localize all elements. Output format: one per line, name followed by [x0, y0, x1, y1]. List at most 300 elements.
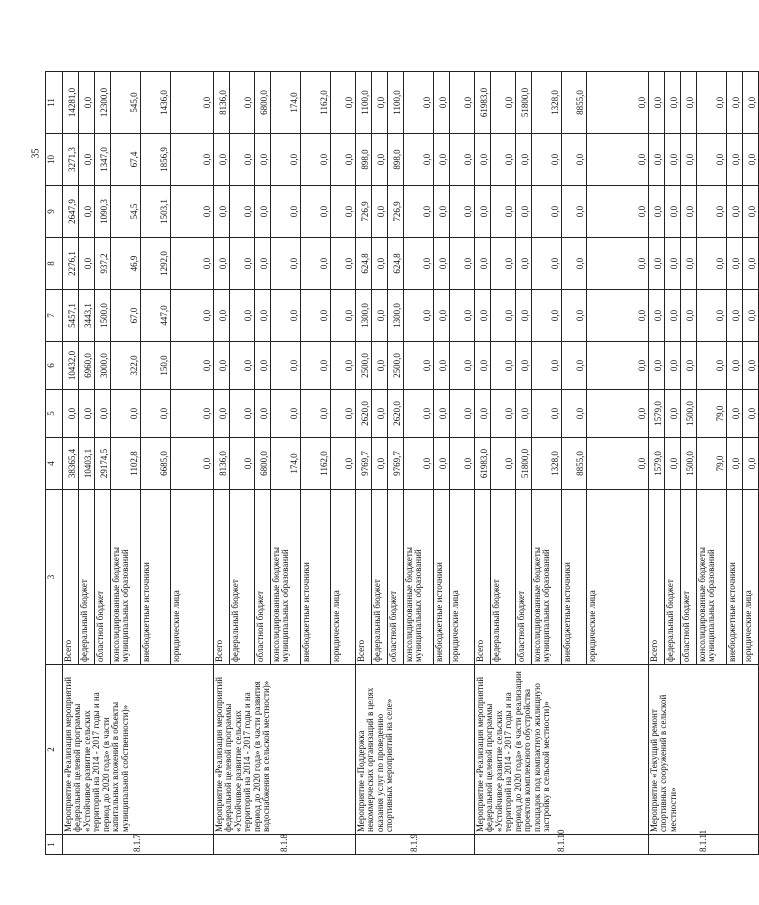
amount-cell: 1162,0: [301, 438, 331, 490]
amount-cell: 0,0: [475, 134, 491, 186]
table-row: [356, 72, 372, 855]
funding-source: юридические лица: [171, 490, 214, 665]
amount-cell: 0,0: [171, 186, 214, 238]
amount-cell: 0,0: [562, 342, 587, 390]
funding-source: Всего: [63, 490, 79, 665]
amount-cell: 0,0: [665, 438, 681, 490]
funding-source: юридические лица: [331, 490, 356, 665]
amount-cell: 0,0: [214, 342, 230, 390]
amount-cell: 0,0: [230, 342, 255, 390]
amount-cell: 0,0: [516, 134, 532, 186]
amount-cell: 0,0: [491, 134, 516, 186]
amount-cell: 0,0: [587, 342, 649, 390]
amount-cell: 0,0: [255, 134, 271, 186]
amount-cell: 1500,0: [681, 390, 697, 438]
amount-cell: 0,0: [255, 186, 271, 238]
amount-cell: 0,0: [255, 238, 271, 290]
column-header: 4: [46, 438, 63, 490]
amount-cell: 545,0: [111, 72, 141, 134]
amount-cell: 0,0: [331, 438, 356, 490]
amount-cell: 0,0: [331, 342, 356, 390]
amount-cell: 0,0: [79, 186, 95, 238]
column-header: 5: [46, 390, 63, 438]
measure-title: Мероприятие «Реализация мероприятий федеральной целевой программы «Устойчивое развитие сельских территорий на 2014 - 2017 годы и на период до 2020 года» (в части капитальных вложений в объекты муниципальной собственности)»: [63, 665, 214, 835]
funding-source: федеральный бюджет: [79, 490, 95, 665]
measure-code: 8.1.10: [475, 835, 649, 855]
amount-cell: 0,0: [111, 390, 141, 438]
amount-cell: 0,0: [532, 390, 562, 438]
amount-cell: 0,0: [372, 342, 388, 390]
amount-cell: 0,0: [301, 390, 331, 438]
amount-cell: 0,0: [727, 290, 743, 342]
amount-cell: 0,0: [743, 438, 759, 490]
amount-cell: 0,0: [587, 238, 649, 290]
amount-cell: 6800,0: [255, 438, 271, 490]
amount-cell: 0,0: [171, 390, 214, 438]
amount-cell: 61983,0: [475, 72, 491, 134]
funding-source: юридические лица: [743, 490, 759, 665]
amount-cell: 2276,1: [63, 238, 79, 290]
funding-source: областной бюджет: [388, 490, 404, 665]
measure-title: Мероприятие «Реализация мероприятий федеральной целевой программы «Устойчивое развитие сельских территорий на 2014 - 2017 годы и на период до 2020 года» (в части реализации проектов комплексного обустройства площадок под компактную жилищную застройку в сельской местности)»: [475, 665, 649, 835]
amount-cell: 0,0: [516, 238, 532, 290]
amount-cell: 0,0: [450, 238, 475, 290]
amount-cell: 0,0: [372, 186, 388, 238]
table-row: [649, 72, 665, 855]
measure-title: Мероприятие «Текущий ремонт спортивных сооружений в сельской местности»: [649, 665, 759, 835]
amount-cell: 0,0: [255, 342, 271, 390]
amount-cell: 8136,0: [214, 438, 230, 490]
amount-cell: 726,9: [388, 186, 404, 238]
amount-cell: 0,0: [649, 342, 665, 390]
amount-cell: 0,0: [491, 186, 516, 238]
amount-cell: 0,0: [697, 134, 727, 186]
amount-cell: 1856,9: [141, 134, 171, 186]
amount-cell: 0,0: [743, 342, 759, 390]
amount-cell: 0,0: [171, 238, 214, 290]
amount-cell: 0,0: [743, 390, 759, 438]
amount-cell: 0,0: [587, 72, 649, 134]
amount-cell: 0,0: [79, 238, 95, 290]
amount-cell: 0,0: [214, 290, 230, 342]
amount-cell: 0,0: [214, 134, 230, 186]
amount-cell: 0,0: [372, 134, 388, 186]
amount-cell: 0,0: [171, 290, 214, 342]
amount-cell: 0,0: [214, 186, 230, 238]
amount-cell: 0,0: [491, 390, 516, 438]
rotated-table-container: [45, 72, 757, 855]
amount-cell: 1162,0: [301, 72, 331, 134]
amount-cell: 0,0: [516, 390, 532, 438]
amount-cell: 0,0: [743, 186, 759, 238]
amount-cell: 3000,0: [95, 342, 111, 390]
amount-cell: 1090,3: [95, 186, 111, 238]
amount-cell: 0,0: [434, 342, 450, 390]
column-header: 7: [46, 290, 63, 342]
amount-cell: 0,0: [475, 238, 491, 290]
amount-cell: 0,0: [665, 186, 681, 238]
funding-source: Всего: [649, 490, 665, 665]
amount-cell: 0,0: [532, 186, 562, 238]
amount-cell: 1500,0: [681, 438, 697, 490]
funding-source: внебюджетные источники: [434, 490, 450, 665]
amount-cell: 0,0: [587, 134, 649, 186]
amount-cell: 0,0: [331, 290, 356, 342]
amount-cell: 0,0: [372, 238, 388, 290]
amount-cell: 0,0: [562, 290, 587, 342]
amount-cell: 0,0: [230, 72, 255, 134]
amount-cell: 0,0: [434, 390, 450, 438]
amount-cell: 2620,0: [388, 390, 404, 438]
measure-code: 8.1.7: [63, 835, 214, 855]
amount-cell: 0,0: [404, 342, 434, 390]
amount-cell: 0,0: [532, 342, 562, 390]
amount-cell: 9769,7: [356, 438, 372, 490]
funding-source: областной бюджет: [516, 490, 532, 665]
amount-cell: 51800,0: [516, 438, 532, 490]
amount-cell: 0,0: [171, 72, 214, 134]
amount-cell: 38365,4: [63, 438, 79, 490]
funding-source: федеральный бюджет: [372, 490, 388, 665]
amount-cell: 624,8: [356, 238, 372, 290]
amount-cell: 0,0: [743, 72, 759, 134]
amount-cell: 0,0: [372, 390, 388, 438]
table-body: [63, 72, 759, 855]
amount-cell: 0,0: [475, 186, 491, 238]
measure-code: 8.1.11: [649, 835, 759, 855]
amount-cell: 79,0: [697, 438, 727, 490]
amount-cell: 898,0: [388, 134, 404, 186]
amount-cell: 0,0: [562, 390, 587, 438]
amount-cell: 0,0: [434, 290, 450, 342]
amount-cell: 1100,0: [388, 72, 404, 134]
amount-cell: 0,0: [681, 134, 697, 186]
amount-cell: 174,0: [271, 438, 301, 490]
amount-cell: 0,0: [301, 134, 331, 186]
amount-cell: 46,9: [111, 238, 141, 290]
amount-cell: 0,0: [230, 390, 255, 438]
column-header: 11: [46, 72, 63, 134]
funding-source: консолидированные бюджеты муниципальных образований: [111, 490, 141, 665]
amount-cell: 2620,0: [356, 390, 372, 438]
amount-cell: 0,0: [727, 438, 743, 490]
amount-cell: 6685,0: [141, 438, 171, 490]
table-row: [214, 72, 230, 855]
amount-cell: 29174,5: [95, 438, 111, 490]
amount-cell: 0,0: [587, 438, 649, 490]
amount-cell: 14281,0: [63, 72, 79, 134]
amount-cell: 1300,0: [356, 290, 372, 342]
amount-cell: 2500,0: [388, 342, 404, 390]
amount-cell: 0,0: [404, 72, 434, 134]
amount-cell: 0,0: [434, 72, 450, 134]
amount-cell: 898,0: [356, 134, 372, 186]
amount-cell: 79,0: [697, 390, 727, 438]
amount-cell: 9769,7: [388, 438, 404, 490]
amount-cell: 0,0: [255, 390, 271, 438]
amount-cell: 0,0: [79, 390, 95, 438]
amount-cell: 0,0: [562, 186, 587, 238]
amount-cell: 5457,1: [63, 290, 79, 342]
amount-cell: 0,0: [450, 438, 475, 490]
amount-cell: 1300,0: [388, 290, 404, 342]
amount-cell: 0,0: [649, 72, 665, 134]
amount-cell: 0,0: [404, 134, 434, 186]
amount-cell: 0,0: [587, 390, 649, 438]
amount-cell: 322,0: [111, 342, 141, 390]
amount-cell: 1328,0: [532, 438, 562, 490]
amount-cell: 0,0: [697, 290, 727, 342]
amount-cell: 0,0: [171, 342, 214, 390]
amount-cell: 1100,0: [356, 72, 372, 134]
amount-cell: 0,0: [665, 290, 681, 342]
amount-cell: 0,0: [665, 72, 681, 134]
amount-cell: 0,0: [331, 390, 356, 438]
amount-cell: 0,0: [301, 342, 331, 390]
amount-cell: 8855,0: [562, 438, 587, 490]
amount-cell: 0,0: [271, 290, 301, 342]
amount-cell: 0,0: [372, 72, 388, 134]
column-header: 3: [46, 490, 63, 665]
amount-cell: 1579,0: [649, 390, 665, 438]
amount-cell: 0,0: [450, 72, 475, 134]
amount-cell: 0,0: [331, 134, 356, 186]
amount-cell: 0,0: [475, 390, 491, 438]
amount-cell: 0,0: [491, 290, 516, 342]
amount-cell: 0,0: [271, 238, 301, 290]
amount-cell: 0,0: [434, 186, 450, 238]
amount-cell: 0,0: [665, 238, 681, 290]
amount-cell: 1436,0: [141, 72, 171, 134]
amount-cell: 0,0: [681, 238, 697, 290]
amount-cell: 0,0: [404, 390, 434, 438]
amount-cell: 6960,0: [79, 342, 95, 390]
funding-source: консолидированные бюджеты муниципальных образований: [697, 490, 727, 665]
column-header: 2: [46, 665, 63, 835]
amount-cell: 54,5: [111, 186, 141, 238]
amount-cell: 0,0: [230, 438, 255, 490]
amount-cell: 0,0: [532, 238, 562, 290]
funding-source: федеральный бюджет: [491, 490, 516, 665]
funding-source: федеральный бюджет: [230, 490, 255, 665]
amount-cell: 0,0: [271, 342, 301, 390]
amount-cell: 0,0: [450, 390, 475, 438]
amount-cell: 0,0: [255, 290, 271, 342]
amount-cell: 0,0: [665, 342, 681, 390]
amount-cell: 67,4: [111, 134, 141, 186]
amount-cell: 0,0: [331, 186, 356, 238]
amount-cell: 0,0: [450, 342, 475, 390]
amount-cell: 0,0: [681, 72, 697, 134]
funding-source: внебюджетные источники: [301, 490, 331, 665]
amount-cell: 0,0: [562, 238, 587, 290]
column-header: 1: [46, 835, 63, 855]
header-row: [46, 72, 63, 855]
amount-cell: 2647,9: [63, 186, 79, 238]
amount-cell: 1503,1: [141, 186, 171, 238]
amount-cell: 0,0: [532, 134, 562, 186]
funding-source: Всего: [475, 490, 491, 665]
amount-cell: 0,0: [230, 238, 255, 290]
amount-cell: 0,0: [301, 186, 331, 238]
amount-cell: 0,0: [271, 390, 301, 438]
table-row: [475, 72, 491, 855]
amount-cell: 0,0: [491, 438, 516, 490]
funding-source: юридические лица: [450, 490, 475, 665]
amount-cell: 0,0: [516, 290, 532, 342]
amount-cell: 1500,0: [95, 290, 111, 342]
amount-cell: 2500,0: [356, 342, 372, 390]
amount-cell: 1292,0: [141, 238, 171, 290]
amount-cell: 0,0: [450, 134, 475, 186]
column-header: 9: [46, 186, 63, 238]
amount-cell: 0,0: [649, 238, 665, 290]
funding-source: федеральный бюджет: [665, 490, 681, 665]
amount-cell: 0,0: [271, 186, 301, 238]
amount-cell: 0,0: [230, 186, 255, 238]
amount-cell: 0,0: [171, 438, 214, 490]
amount-cell: 0,0: [649, 134, 665, 186]
amount-cell: 0,0: [434, 134, 450, 186]
amount-cell: 67,0: [111, 290, 141, 342]
amount-cell: 8855,0: [562, 72, 587, 134]
amount-cell: 0,0: [331, 238, 356, 290]
amount-cell: 0,0: [727, 342, 743, 390]
funding-source: консолидированные бюджеты муниципальных образований: [532, 490, 562, 665]
amount-cell: 1102,8: [111, 438, 141, 490]
amount-cell: 0,0: [450, 290, 475, 342]
amount-cell: 624,8: [388, 238, 404, 290]
amount-cell: 0,0: [491, 238, 516, 290]
amount-cell: 0,0: [727, 390, 743, 438]
amount-cell: 0,0: [681, 342, 697, 390]
funding-source: внебюджетные источники: [562, 490, 587, 665]
amount-cell: 0,0: [404, 438, 434, 490]
amount-cell: 0,0: [697, 342, 727, 390]
amount-cell: 61983,0: [475, 438, 491, 490]
amount-cell: 0,0: [372, 438, 388, 490]
amount-cell: 0,0: [681, 290, 697, 342]
amount-cell: 10403,1: [79, 438, 95, 490]
amount-cell: 0,0: [271, 134, 301, 186]
amount-cell: 1347,0: [95, 134, 111, 186]
funding-source: юридические лица: [587, 490, 649, 665]
amount-cell: 0,0: [743, 290, 759, 342]
amount-cell: 726,9: [356, 186, 372, 238]
financing-table: [45, 71, 759, 855]
amount-cell: 12300,0: [95, 72, 111, 134]
amount-cell: 0,0: [301, 238, 331, 290]
amount-cell: 0,0: [562, 134, 587, 186]
amount-cell: 0,0: [79, 72, 95, 134]
measure-code: 8.1.9: [356, 835, 475, 855]
amount-cell: 0,0: [727, 186, 743, 238]
amount-cell: 0,0: [171, 134, 214, 186]
page-number: 35: [30, 148, 42, 159]
amount-cell: 0,0: [697, 72, 727, 134]
amount-cell: 0,0: [516, 186, 532, 238]
column-header: 8: [46, 238, 63, 290]
amount-cell: 0,0: [475, 290, 491, 342]
amount-cell: 0,0: [95, 390, 111, 438]
amount-cell: 0,0: [404, 238, 434, 290]
amount-cell: 0,0: [434, 438, 450, 490]
funding-source: Всего: [356, 490, 372, 665]
funding-source: консолидированные бюджеты муниципальных образований: [271, 490, 301, 665]
amount-cell: 0,0: [372, 290, 388, 342]
funding-source: внебюджетные источники: [727, 490, 743, 665]
amount-cell: 8136,0: [214, 72, 230, 134]
amount-cell: 0,0: [404, 290, 434, 342]
amount-cell: 0,0: [681, 186, 697, 238]
amount-cell: 0,0: [649, 186, 665, 238]
funding-source: областной бюджет: [681, 490, 697, 665]
amount-cell: 937,2: [95, 238, 111, 290]
amount-cell: 0,0: [727, 238, 743, 290]
amount-cell: 0,0: [141, 390, 171, 438]
amount-cell: 3271,3: [63, 134, 79, 186]
amount-cell: 174,0: [271, 72, 301, 134]
funding-source: областной бюджет: [95, 490, 111, 665]
funding-source: областной бюджет: [255, 490, 271, 665]
amount-cell: 0,0: [434, 238, 450, 290]
amount-cell: 0,0: [743, 134, 759, 186]
amount-cell: 447,0: [141, 290, 171, 342]
amount-cell: 0,0: [331, 72, 356, 134]
amount-cell: 0,0: [475, 342, 491, 390]
amount-cell: 0,0: [532, 290, 562, 342]
amount-cell: 1328,0: [532, 72, 562, 134]
amount-cell: 0,0: [404, 186, 434, 238]
funding-source: внебюджетные источники: [141, 490, 171, 665]
table-row: [63, 72, 79, 855]
amount-cell: 150,0: [141, 342, 171, 390]
amount-cell: 3443,1: [79, 290, 95, 342]
amount-cell: 0,0: [649, 290, 665, 342]
amount-cell: 0,0: [587, 186, 649, 238]
amount-cell: 0,0: [743, 238, 759, 290]
amount-cell: 0,0: [697, 186, 727, 238]
amount-cell: 1579,0: [649, 438, 665, 490]
amount-cell: 6800,0: [255, 72, 271, 134]
amount-cell: 0,0: [214, 238, 230, 290]
amount-cell: 0,0: [301, 290, 331, 342]
measure-title: Мероприятие «Реализация мероприятий федеральной целевой программы «Устойчивое развитие сельских территорий на 2014 - 2017 годы и на период до 2020 года» (в части развития водоснабжения в сельской местности)»: [214, 665, 356, 835]
amount-cell: 0,0: [79, 134, 95, 186]
column-header: 6: [46, 342, 63, 390]
amount-cell: 0,0: [230, 134, 255, 186]
amount-cell: 0,0: [665, 390, 681, 438]
measure-title: Мероприятие «Поддержка некоммерческих организаций в целях оказания услуг по проведению спортивных мероприятий на селе»: [356, 665, 475, 835]
amount-cell: 0,0: [214, 390, 230, 438]
amount-cell: 0,0: [727, 72, 743, 134]
measure-code: 8.1.8: [214, 835, 356, 855]
funding-source: Всего: [214, 490, 230, 665]
amount-cell: 51800,0: [516, 72, 532, 134]
amount-cell: 0,0: [516, 342, 532, 390]
amount-cell: 0,0: [587, 290, 649, 342]
amount-cell: 0,0: [450, 186, 475, 238]
amount-cell: 0,0: [697, 238, 727, 290]
amount-cell: 10432,0: [63, 342, 79, 390]
amount-cell: 0,0: [491, 72, 516, 134]
column-header: 10: [46, 134, 63, 186]
amount-cell: 0,0: [727, 134, 743, 186]
amount-cell: 0,0: [665, 134, 681, 186]
amount-cell: 0,0: [63, 390, 79, 438]
amount-cell: 0,0: [491, 342, 516, 390]
funding-source: консолидированные бюджеты муниципальных образований: [404, 490, 434, 665]
